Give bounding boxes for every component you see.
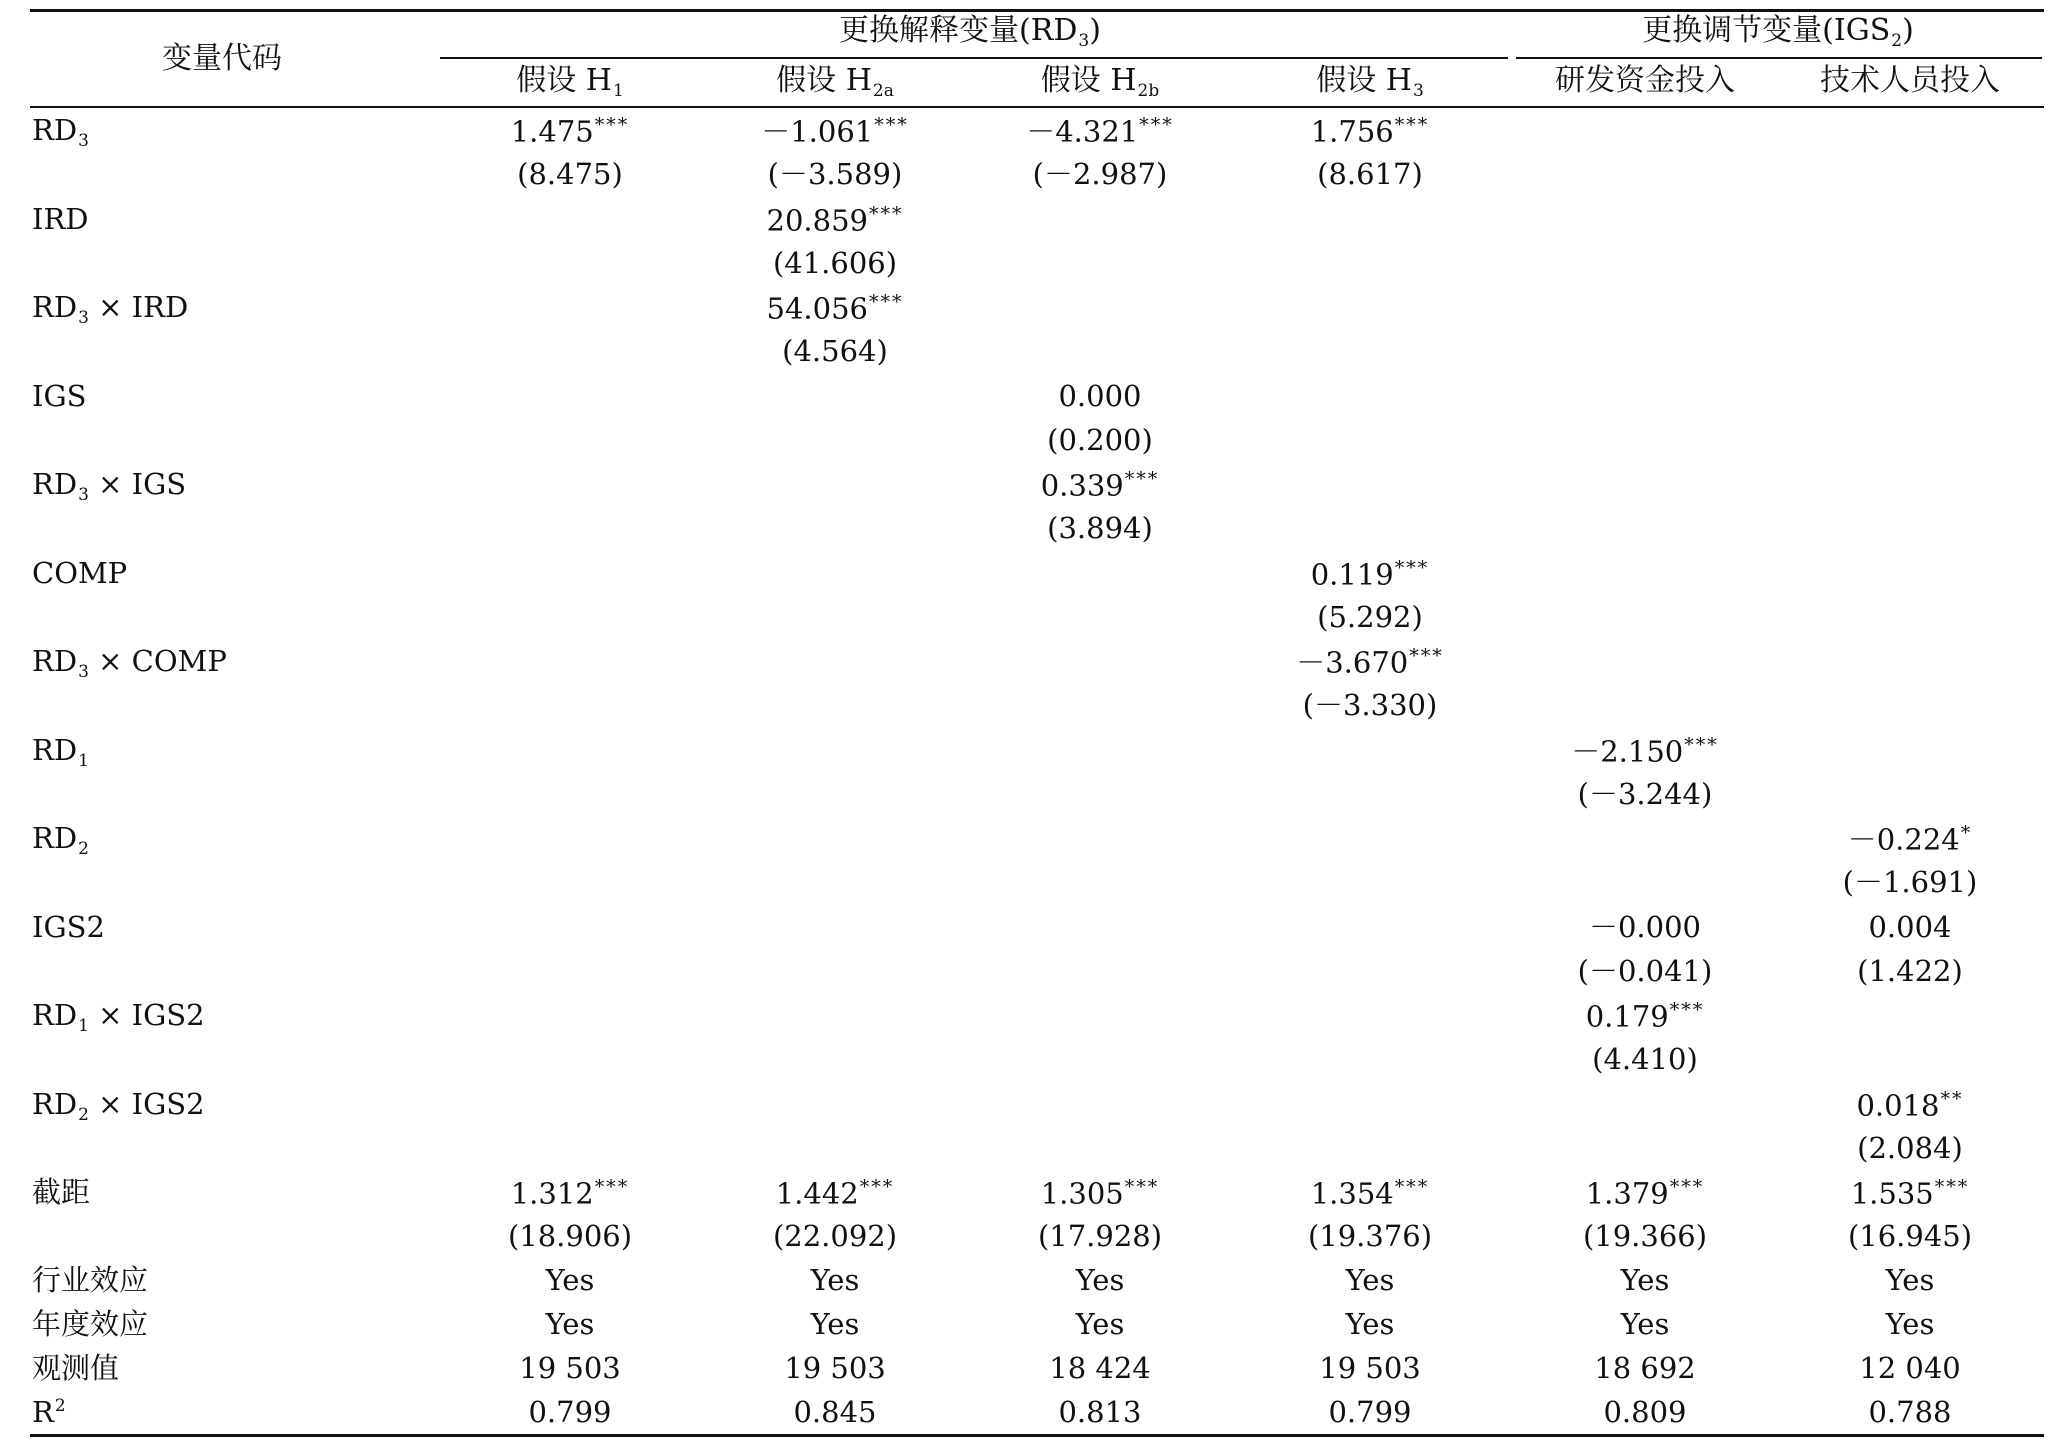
significance-stars: *** bbox=[1669, 999, 1705, 1021]
header-group-explanatory: 更换解释变量$(RD_3)$ bbox=[839, 13, 1101, 51]
row-label-text: IGS2 bbox=[32, 910, 105, 944]
t-stat-cell: (8.617) bbox=[1317, 157, 1423, 191]
significance-stars: ** bbox=[1940, 1088, 1964, 1110]
col-header-h2a: 假设 $H_{2a}$ bbox=[776, 63, 894, 101]
summary-cell: 19 503 bbox=[1319, 1351, 1421, 1385]
header-group-moderator: 更换调节变量$(IGS_2)$ bbox=[1642, 13, 1914, 51]
t-stat-cell: (－3.589) bbox=[767, 157, 903, 191]
coef-cell bbox=[767, 293, 904, 324]
summary-cell: 0.809 bbox=[1603, 1395, 1687, 1429]
col-header-h1: 假设 $H_1$ bbox=[516, 63, 624, 101]
t-stat-cell: (4.410) bbox=[1592, 1042, 1698, 1076]
summary-cell: 0.799 bbox=[528, 1395, 612, 1429]
col-header-tech-staff: 技术人员投入 bbox=[1820, 63, 2000, 98]
coef-value: 1.756 bbox=[1310, 114, 1394, 149]
coef-cell bbox=[1041, 470, 1160, 501]
top-rule bbox=[30, 9, 2044, 12]
row-label bbox=[32, 467, 187, 505]
row-label bbox=[32, 379, 87, 413]
coef-value: 0.018 bbox=[1856, 1088, 1940, 1123]
significance-stars: *** bbox=[1394, 557, 1430, 579]
summary-cell: Yes bbox=[1620, 1307, 1670, 1341]
group1-underline bbox=[440, 57, 1508, 59]
summary-cell: Yes bbox=[810, 1307, 860, 1341]
summary-cell: Yes bbox=[1075, 1263, 1125, 1297]
coef-value: 1.312 bbox=[510, 1176, 594, 1211]
row-label-text: RD bbox=[32, 113, 78, 147]
col-header-rd-funds: 研发资金投入 bbox=[1555, 63, 1735, 98]
summary-cell: 0.799 bbox=[1328, 1395, 1412, 1429]
significance-stars: *** bbox=[868, 291, 904, 313]
summary-cell: Yes bbox=[1345, 1263, 1395, 1297]
t-stat-cell: (19.366) bbox=[1582, 1219, 1708, 1253]
coef-value: 1.305 bbox=[1040, 1176, 1124, 1211]
summary-cell: Yes bbox=[1885, 1263, 1935, 1297]
coef-value: 20.859 bbox=[766, 203, 868, 238]
significance-stars: *** bbox=[868, 203, 904, 225]
t-stat-cell: (3.894) bbox=[1047, 511, 1153, 545]
coef-value: －4.321 bbox=[1026, 114, 1139, 149]
significance-stars: *** bbox=[859, 1176, 895, 1198]
significance-stars: *** bbox=[1394, 114, 1430, 136]
coef-value: －1.061 bbox=[761, 114, 874, 149]
row-label-text: 年度效应 bbox=[32, 1307, 149, 1341]
t-stat-cell: (0.200) bbox=[1047, 423, 1153, 457]
coef-cell bbox=[1851, 1178, 1970, 1209]
row-label-text: 截距 bbox=[32, 1175, 91, 1209]
t-stat-cell: (2.084) bbox=[1857, 1131, 1963, 1165]
row-label-text: 行业效应 bbox=[32, 1263, 149, 1297]
coef-cell bbox=[1848, 824, 1973, 855]
summary-cell: 0.813 bbox=[1058, 1395, 1142, 1429]
row-label-subscript: 3 bbox=[78, 485, 89, 505]
summary-cell: Yes bbox=[545, 1307, 595, 1341]
summary-cell: Yes bbox=[1885, 1307, 1935, 1341]
row-label bbox=[32, 998, 205, 1036]
row-label-subscript: 2 bbox=[78, 839, 89, 859]
significance-stars: *** bbox=[594, 114, 630, 136]
coef-value: －2.150 bbox=[1571, 734, 1684, 769]
row-label-rest: × COMP bbox=[88, 644, 227, 678]
row-label-rest: × IRD bbox=[88, 290, 189, 324]
col-header-h3: 假设 $H_3$ bbox=[1316, 63, 1424, 101]
coef-cell bbox=[1311, 116, 1430, 147]
row-label-rest: × IGS2 bbox=[88, 998, 205, 1032]
header-var-code: 变量代码 bbox=[162, 41, 282, 76]
coef-cell bbox=[1588, 910, 1702, 944]
coef-cell bbox=[1058, 379, 1142, 413]
coef-value: 1.442 bbox=[775, 1176, 859, 1211]
coef-value: 0.179 bbox=[1585, 999, 1669, 1034]
row-label-subscript: 3 bbox=[78, 131, 89, 151]
t-stat-cell: (16.945) bbox=[1847, 1219, 1973, 1253]
coef-cell bbox=[1586, 1178, 1705, 1209]
summary-cell: Yes bbox=[1075, 1307, 1125, 1341]
coef-cell bbox=[1311, 1178, 1430, 1209]
row-label bbox=[32, 644, 227, 682]
summary-cell: 0.845 bbox=[793, 1395, 877, 1429]
coef-cell bbox=[1586, 1001, 1705, 1032]
row-label-rest: × IGS bbox=[88, 467, 187, 501]
coef-cell bbox=[511, 1178, 630, 1209]
significance-stars: *** bbox=[1394, 1176, 1430, 1198]
summary-cell: 12 040 bbox=[1859, 1351, 1961, 1385]
coef-value: 1.535 bbox=[1850, 1176, 1934, 1211]
row-label-subscript: 1 bbox=[78, 751, 89, 771]
coef-value: 0.000 bbox=[1058, 379, 1142, 413]
row-label-text: 观测值 bbox=[32, 1351, 120, 1385]
header-rule bbox=[30, 106, 2044, 108]
summary-cell: 0.788 bbox=[1868, 1395, 1952, 1429]
t-stat-cell: (4.564) bbox=[782, 334, 888, 368]
row-label-text: RD bbox=[32, 467, 78, 501]
coef-cell bbox=[1041, 1178, 1160, 1209]
coef-cell bbox=[761, 116, 909, 147]
row-label-subscript: 3 bbox=[78, 662, 89, 682]
significance-stars: *** bbox=[1669, 1176, 1705, 1198]
row-label bbox=[32, 290, 189, 328]
col-header-h2b: 假设 $H_{2b}$ bbox=[1040, 63, 1160, 101]
significance-stars: * bbox=[1960, 822, 1973, 844]
row-label-text: RD bbox=[32, 290, 78, 324]
significance-stars: *** bbox=[1934, 1176, 1970, 1198]
coef-value: 1.379 bbox=[1585, 1176, 1669, 1211]
row-label-text: IRD bbox=[32, 202, 89, 236]
row-label-subscript: 2 bbox=[78, 1105, 89, 1125]
coef-value: 1.475 bbox=[510, 114, 594, 149]
significance-stars: *** bbox=[594, 1176, 630, 1198]
summary-cell: Yes bbox=[545, 1263, 595, 1297]
summary-label bbox=[32, 1307, 149, 1341]
row-label-subscript: 1 bbox=[78, 1016, 89, 1036]
coef-value: 0.339 bbox=[1040, 468, 1124, 503]
bottom-rule bbox=[30, 1434, 2044, 1437]
row-label bbox=[32, 1087, 205, 1125]
t-stat-cell: (－3.330) bbox=[1302, 688, 1438, 722]
summary-cell: Yes bbox=[810, 1263, 860, 1297]
t-stat-cell: (－2.987) bbox=[1032, 157, 1168, 191]
t-stat-cell: (41.606) bbox=[772, 246, 898, 280]
row-label bbox=[32, 556, 128, 590]
coef-value: 1.354 bbox=[1310, 1176, 1394, 1211]
row-label-superscript: 2 bbox=[54, 1396, 66, 1417]
row-label-text: COMP bbox=[32, 556, 128, 590]
t-stat-cell: (18.906) bbox=[507, 1219, 633, 1253]
significance-stars: *** bbox=[1684, 734, 1719, 756]
row-label-text: IGS bbox=[32, 379, 87, 413]
summary-cell: 19 503 bbox=[519, 1351, 621, 1385]
row-label bbox=[32, 821, 89, 859]
row-label-text: RD bbox=[32, 1087, 78, 1121]
row-label bbox=[32, 113, 89, 151]
row-label-subscript: 3 bbox=[78, 308, 89, 328]
summary-cell: 19 503 bbox=[784, 1351, 886, 1385]
t-stat-cell: (17.928) bbox=[1037, 1219, 1163, 1253]
row-label-text: RD bbox=[32, 998, 78, 1032]
t-stat-cell: (－3.244) bbox=[1577, 777, 1713, 811]
t-stat-cell: (22.092) bbox=[772, 1219, 898, 1253]
coef-cell bbox=[776, 1178, 895, 1209]
row-label-text: R bbox=[32, 1395, 54, 1429]
row-label bbox=[32, 910, 105, 944]
t-stat-cell: (19.376) bbox=[1307, 1219, 1433, 1253]
summary-cell: Yes bbox=[1345, 1307, 1395, 1341]
row-label-text: RD bbox=[32, 733, 78, 767]
coef-value: －0.000 bbox=[1588, 910, 1702, 944]
group2-underline bbox=[1516, 57, 2042, 59]
summary-cell: 18 692 bbox=[1594, 1351, 1696, 1385]
summary-label bbox=[32, 1395, 66, 1429]
coef-cell bbox=[1856, 1090, 1963, 1121]
coef-cell bbox=[1311, 559, 1430, 590]
row-label-rest: × IGS2 bbox=[88, 1087, 205, 1121]
summary-cell: Yes bbox=[1620, 1263, 1670, 1297]
coef-value: －3.670 bbox=[1296, 645, 1409, 680]
coef-value: －0.224 bbox=[1847, 822, 1960, 857]
row-label-text: RD bbox=[32, 821, 78, 855]
coef-cell bbox=[1868, 910, 1952, 944]
summary-cell: 18 424 bbox=[1049, 1351, 1151, 1385]
coef-cell bbox=[1296, 647, 1444, 678]
t-stat-cell: (1.422) bbox=[1857, 954, 1963, 988]
t-stat-cell: (5.292) bbox=[1317, 600, 1423, 634]
coef-cell bbox=[1571, 736, 1719, 767]
coef-value: 0.119 bbox=[1310, 557, 1394, 592]
coef-value: 54.056 bbox=[766, 291, 868, 326]
coef-cell bbox=[767, 205, 904, 236]
significance-stars: *** bbox=[1409, 645, 1444, 667]
t-stat-cell: (－1.691) bbox=[1842, 865, 1978, 899]
t-stat-cell: (8.475) bbox=[517, 157, 623, 191]
row-label bbox=[32, 733, 89, 771]
row-label bbox=[32, 202, 89, 236]
coef-value: 0.004 bbox=[1868, 910, 1952, 944]
significance-stars: *** bbox=[1124, 1176, 1160, 1198]
coef-cell bbox=[511, 116, 630, 147]
row-label-text: RD bbox=[32, 644, 78, 678]
summary-label bbox=[32, 1263, 149, 1297]
coef-cell bbox=[1026, 116, 1174, 147]
significance-stars: *** bbox=[874, 114, 909, 136]
significance-stars: *** bbox=[1139, 114, 1174, 136]
t-stat-cell: (－0.041) bbox=[1577, 954, 1713, 988]
significance-stars: *** bbox=[1124, 468, 1160, 490]
summary-label bbox=[32, 1351, 120, 1385]
row-label bbox=[32, 1175, 91, 1209]
